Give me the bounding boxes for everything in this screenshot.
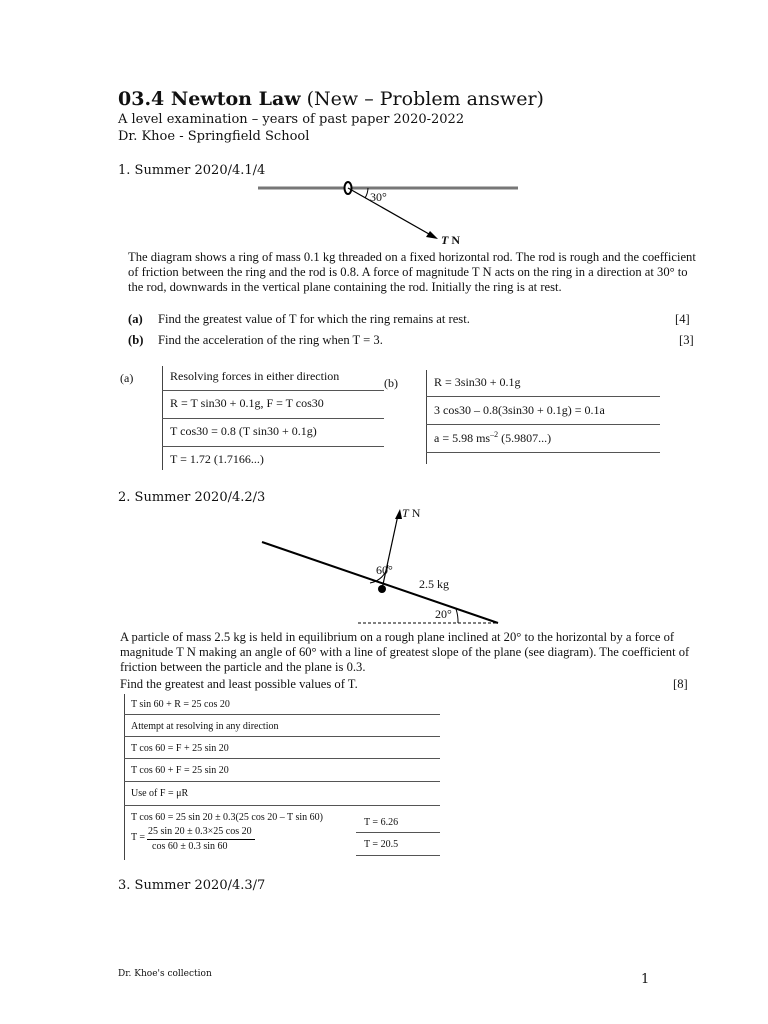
q1-heading: 1. Summer 2020/4.1/4 (118, 163, 266, 178)
fraction-bar (147, 839, 255, 840)
q2-question: Find the greatest and least possible values of T. (120, 677, 358, 691)
q2-mass-label: 2.5 kg (419, 577, 449, 591)
arrowhead-icon (395, 509, 402, 519)
subtitle-author: Dr. Khoe - Springfield School (118, 129, 310, 144)
q1-answer-a-row2: R = T sin30 + 0.1g, F = T cos30 (170, 396, 324, 410)
footer-collection: Dr. Khoe's collection (118, 969, 212, 979)
q2-final-denominator: cos 60 ± 0.3 sin 60 (152, 841, 228, 852)
q1-answer-a-row4: T = 1.72 (1.7166...) (170, 452, 264, 466)
q2-marks: [8] (673, 677, 688, 691)
q2-final-equation: T cos 60 = 25 sin 20 ± 0.3(25 cos 20 – T sin 60) (131, 812, 323, 823)
q2-final-lhs: T = (131, 832, 146, 843)
q2-value-1: T = 6.26 (364, 817, 399, 828)
q2-angle20-label: 20° (435, 607, 452, 621)
arrowhead-icon (426, 231, 438, 239)
q1-answer-b-border (426, 370, 427, 464)
q1-part-a: (a) (128, 312, 143, 326)
q1-answer-a-row1: Resolving forces in either direction (170, 369, 340, 383)
q1-answer-b-label: (b) (384, 376, 398, 390)
q1-part-b-text: Find the acceleration of the ring when T = 3. (158, 333, 383, 347)
q2-angle60-label: 60° (376, 563, 393, 577)
q1-answer-b-row1: R = 3sin30 + 0.1g (434, 375, 521, 389)
q2-answer-row5: Use of F = μR (131, 788, 189, 799)
q1-answer-b-row3: a = 5.98 $ms^{-2}$ (5.9807...) (434, 430, 552, 445)
page-title: 03.4 Newton Law (New – Problem answer) (118, 88, 544, 110)
q1-part-a-marks: [4] (675, 312, 690, 326)
page-number: 1 (641, 972, 650, 987)
q2-answer-row2: Attempt at resolving in any direction (131, 721, 279, 732)
q1-text: The diagram shows a ring of mass 0.1 kg threaded on a fixed horizontal rod. The rod is rough and the coefficient of friction between the ring and the rod is 0.8. A force of magnitude T N acts on the ring in a direction at 30° to the rod, downwards in the vertical plane containing the rod. Initially the ring is at rest. (128, 250, 696, 294)
q1-diagram (258, 178, 528, 248)
q3-heading: 3. Summer 2020/4.3/7 (118, 878, 266, 893)
q2-answer-row3: T cos 60 = F + 25 sin 20 (131, 743, 229, 754)
q2-answer-row4: T cos 60 + F = 25 sin 20 (131, 765, 229, 776)
q1-part-b-marks: [3] (679, 333, 694, 347)
q2-heading: 2. Summer 2020/4.2/3 (118, 490, 266, 505)
q1-answer-a-label: (a) (120, 371, 134, 385)
q1-answer-a-row3: T cos30 = 0.8 (T sin30 + 0.1g) (170, 424, 317, 438)
q1-part-a-text: Find the greatest value of T for which the ring remains at rest. (158, 312, 470, 326)
force-arrow (348, 188, 436, 238)
q2-force-label: T N (402, 506, 421, 520)
q1-angle-label: 30° (370, 190, 387, 204)
q1-answer-b-row2: 3 cos30 – 0.8(3sin30 + 0.1g) = 0.1a (434, 403, 605, 417)
subtitle-exam: A level examination – years of past paper 2020-2022 (118, 112, 465, 127)
q1-force-label: T N (441, 233, 461, 247)
q2-final-numerator: 25 sin 20 ± 0.3×25 cos 20 (148, 826, 252, 837)
q1-part-b: (b) (128, 333, 144, 347)
q2-answer-row1: T sin 60 + R = 25 cos 20 (131, 699, 230, 710)
angle-arc-20 (456, 609, 458, 623)
q2-value-2: T = 20.5 (364, 839, 399, 850)
q2-answer-border (124, 694, 125, 860)
inclined-plane (262, 542, 498, 623)
q2-text: A particle of mass 2.5 kg is held in equilibrium on a rough plane inclined at 20° to the horizontal by a force of magnitude T N making an angle of 60° with a line of greatest slope of the plane (see diagram). The coefficient of friction between the particle and the plane is 0.3. (120, 630, 690, 674)
